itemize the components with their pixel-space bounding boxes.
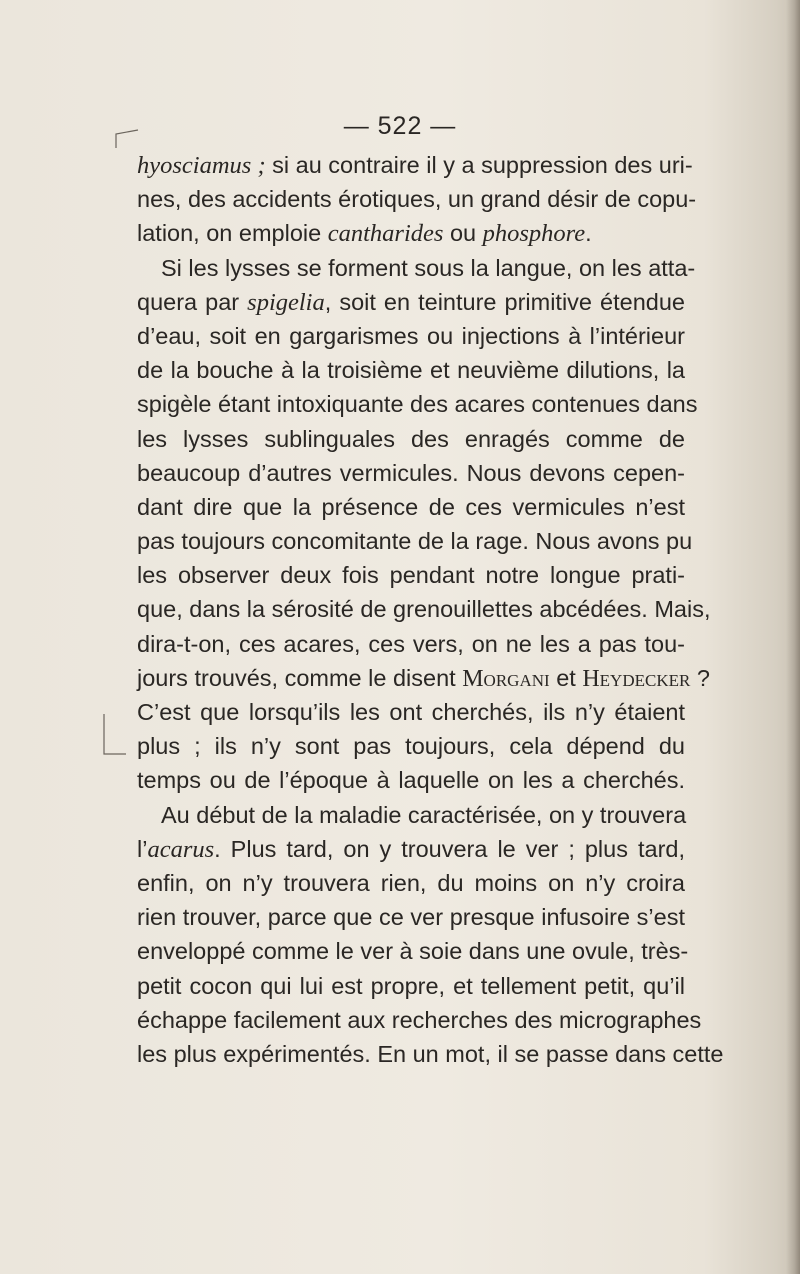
text-line bbox=[137, 592, 711, 626]
italic-term: spigelia bbox=[247, 288, 325, 316]
text-run: . bbox=[585, 220, 592, 247]
page-edge-shadow bbox=[786, 0, 800, 1274]
text-run: lation, on emploie bbox=[137, 220, 328, 247]
text-run: si au contraire il y a suppression des uri- bbox=[265, 152, 693, 178]
text-run: pas toujours concomitante de la rage. Nous avons pu bbox=[137, 528, 693, 555]
text-line bbox=[137, 1037, 724, 1071]
text-line bbox=[137, 319, 685, 353]
text-run: les lysses sublinguales des enragés comme de bbox=[137, 425, 685, 452]
text-line bbox=[137, 627, 685, 661]
text-line bbox=[137, 934, 689, 968]
text-run: C’est que lorsqu’ils les ont cherchés, ils n’y étaient bbox=[137, 699, 685, 725]
text-line bbox=[137, 832, 685, 866]
text-run: spigèle étant intoxiquante des acares contenues dans bbox=[137, 391, 698, 418]
text-line bbox=[137, 729, 685, 763]
text-line bbox=[137, 456, 685, 490]
text-line bbox=[137, 763, 685, 797]
text-run: rien trouver, parce que ce ver presque infusoire s’est bbox=[137, 904, 685, 931]
text-run: dira-t-on, ces acares, ces vers, on ne les a pas tou- bbox=[137, 630, 685, 657]
text-run: plus ; ils n’y sont pas toujours, cela dépend du bbox=[137, 733, 685, 760]
italic-term: cantharides bbox=[327, 220, 444, 248]
author-name: Heydecker bbox=[582, 665, 691, 692]
text-run: Si les lysses se forment sous la langue, on les atta- bbox=[161, 254, 696, 281]
text-line bbox=[137, 558, 685, 592]
text-run: enveloppé comme le ver à soie dans une ovule, très- bbox=[137, 938, 689, 965]
italic-term: hyosciamus ; bbox=[137, 152, 266, 179]
text-line bbox=[137, 182, 697, 216]
text-run: temps ou de l’époque à laquelle on les a cherchés. bbox=[137, 767, 685, 794]
text-run: ou bbox=[443, 220, 483, 247]
text-line bbox=[137, 866, 685, 900]
corner-bracket-mark-bottom bbox=[100, 710, 130, 760]
text-run: et bbox=[549, 664, 583, 691]
text-run: échappe facilement aux recherches des micrographes bbox=[137, 1006, 702, 1033]
text-line bbox=[137, 1003, 702, 1037]
text-line bbox=[137, 969, 685, 1003]
text-run: dant dire que la présence de ces vermicules n’est bbox=[137, 493, 685, 520]
text-line bbox=[137, 524, 693, 558]
text-line bbox=[137, 353, 685, 387]
italic-term: phosphore bbox=[482, 220, 586, 248]
text-line bbox=[137, 661, 710, 695]
text-line bbox=[137, 695, 685, 729]
text-run: quera par bbox=[137, 288, 248, 315]
text-run: que, dans la sérosité de grenouillettes abcédées. Mais, bbox=[137, 596, 711, 623]
text-run: ? bbox=[690, 664, 710, 691]
text-run: de la bouche à la troisième et neuvième dilutions, la bbox=[137, 357, 685, 384]
text-run: petit cocon qui lui est propre, et tellement petit, qu’il bbox=[137, 972, 685, 999]
text-run: les observer deux fois pendant notre longue prati- bbox=[137, 562, 685, 589]
text-line bbox=[137, 387, 698, 421]
italic-term: acarus bbox=[147, 835, 215, 863]
text-line bbox=[137, 798, 685, 832]
text-line bbox=[137, 422, 685, 456]
text-run: . Plus tard, on y trouvera le ver ; plus tard, bbox=[214, 835, 685, 862]
text-run: l’ bbox=[137, 835, 148, 862]
text-line bbox=[137, 900, 685, 934]
text-line bbox=[137, 285, 685, 319]
text-run: d’eau, soit en gargarismes ou injections à l’intérieur bbox=[137, 322, 685, 349]
author-name: Morgani bbox=[462, 665, 550, 692]
page-number: — 522 — bbox=[343, 112, 457, 140]
text-run: nes, des accidents érotiques, un grand désir de copu- bbox=[137, 186, 697, 213]
text-line bbox=[137, 216, 685, 250]
text-run: enfin, on n’y trouvera rien, du moins on n’y croira bbox=[137, 869, 685, 896]
text-run: les plus expérimentés. En un mot, il se passe dans cette bbox=[137, 1040, 724, 1067]
text-run: beaucoup d’autres vermicules. Nous devons cepen- bbox=[137, 459, 685, 486]
body-text bbox=[137, 148, 724, 1071]
text-line bbox=[137, 251, 696, 285]
text-run: jours trouvés, comme le disent bbox=[137, 664, 463, 691]
text-run: , soit en teinture primitive étendue bbox=[324, 288, 685, 315]
text-run: Au début de la maladie caractérisée, on y trouvera bbox=[161, 801, 687, 828]
text-line bbox=[137, 148, 693, 182]
text-line bbox=[137, 490, 685, 524]
